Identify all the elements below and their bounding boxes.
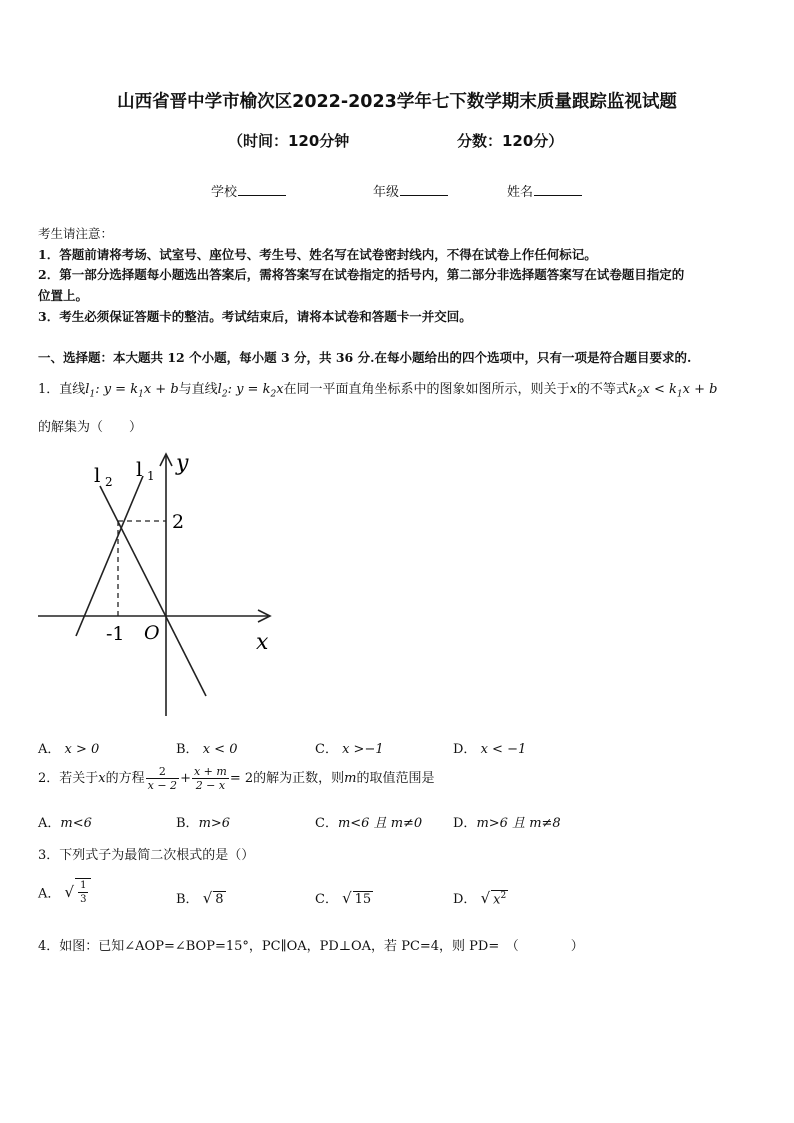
q2-text: 的解为正数，则 [253,771,345,786]
name-label: 姓名 [507,185,534,200]
radicand-exponent: 2 [500,890,507,901]
option-letter: D． [453,892,477,907]
q1-l2-eq2: x [276,382,284,397]
q2-x: x [98,771,106,786]
sqrt-icon: √ [202,889,213,907]
grade-blank [400,183,448,196]
radicand-base: x [493,892,501,907]
q1-x: x [569,382,577,397]
q2-text: 2．若关于 [38,771,99,786]
q1-sub: 2 [636,389,643,400]
label-minus-1: -1 [106,623,125,645]
option-radicand: 8 [215,892,224,907]
fraction-numerator: x + m [193,765,227,778]
note-item: 1．答题前请将考场、试室号、座位号、考生号、姓名写在试卷密封线内，不得在试卷上作任何标记。 [38,247,597,262]
label-l1: l [136,457,143,481]
note-item: 3．考生必须保证答题卡的整洁。考试结束后，请将本试卷和答题卡一并交回。 [38,309,472,324]
q1-text: 的不等式 [576,382,629,397]
q1-option-b[interactable] [176,738,237,757]
fraction-denominator: 3 [80,894,87,905]
question-1 [38,378,717,400]
q2-option-b[interactable] [176,812,230,831]
sqrt-icon: √ [64,883,75,901]
q1-text: 1．直线 [38,382,86,397]
option-letter: B． [176,742,199,757]
q2-eq: = 2 [229,771,254,786]
q1-l1-eq: : y = k [95,382,139,397]
label-x: x [256,630,269,655]
q1-option-c[interactable] [315,738,384,757]
q1-ineq: k [628,382,637,397]
label-l1-sub: 1 [147,469,155,483]
question-4: 4．如图：已知∠AOP=∠BOP=15°，PC∥OA，PD⊥OA，若 PC=4，则 PD= （ ） [38,939,584,954]
fraction-denominator: 2 − x [195,779,226,792]
q1-sub: 1 [138,389,144,400]
name-field [507,181,582,200]
notes-heading: 考生请注意： [38,226,114,241]
fraction-numerator: 2 [146,765,179,779]
q1-ineq: x + b [682,382,718,397]
option-value: x >−1 [342,742,384,757]
sqrt-icon: √ [342,889,352,907]
exam-score: 分数：120分） [457,132,564,150]
grade-label: 年级 [373,185,400,200]
q2-plus: + [180,771,191,786]
option-value: x < 0 [202,742,238,757]
option-letter: A． [38,816,61,831]
q1-text: 与直线 [178,382,218,397]
q1-option-d[interactable] [453,738,526,757]
option-letter: A． [38,742,61,757]
grade-field [373,181,448,200]
q1-l1: l [85,382,90,397]
label-2: 2 [172,511,185,533]
q1-ineq: x < k [642,382,677,397]
label-origin: O [144,622,160,644]
label-y: y [176,451,189,476]
label-l2: l [94,463,101,487]
line-l2 [100,486,206,696]
q2-text: 的方程 [105,771,145,786]
q2-fraction-1 [146,765,179,792]
q3-option-a[interactable] [38,878,91,906]
question-3: 3．下列式子为最简二次根式的是（） [38,848,255,863]
option-letter: C． [315,892,338,907]
q3-option-c[interactable] [315,888,373,907]
school-field [211,181,286,200]
q2-option-a[interactable] [38,812,92,831]
option-value: m<6 且 m≠0 [337,816,423,831]
option-radicand [75,878,91,906]
option-value: m<6 [60,816,92,831]
note-item: 2．第一部分选择题每小题选出答案后，需将答案写在试卷指定的括号内，第二部分非选择题答案写在试卷题目指定的 [38,267,685,282]
q1-sub: 1 [89,389,96,400]
option-radicand: 15 [354,892,372,907]
line-l1 [76,476,143,636]
q1-option-a[interactable] [38,738,99,757]
fraction-numerator: 1 [80,880,87,891]
q2-option-c[interactable] [315,812,422,831]
option-letter: A． [38,886,61,902]
q1-sub: 2 [221,389,228,400]
school-blank [238,183,286,196]
option-radicand [491,890,508,907]
sqrt-icon: √ [480,889,491,907]
option-value: x > 0 [64,742,100,757]
q1-graph [36,450,276,720]
name-blank [534,183,582,196]
q3-option-d[interactable] [453,888,508,907]
q3-option-b[interactable] [176,888,226,907]
option-letter: D． [453,816,477,831]
section-heading: 一、选择题：本大题共 12 个小题，每小题 3 分，共 36 分.在每小题给出的四个选项中，只有一项是符合题目要求的. [38,350,692,365]
note-item: 位置上。 [38,288,89,303]
school-label: 学校 [211,185,238,200]
page-title: 山西省晋中学市榆次区2022-2023学年七下数学期末质量跟踪监视试题 [117,92,677,112]
option-value: x < −1 [480,742,527,757]
exam-time: （时间：120分钟 [228,132,350,150]
question-2 [38,765,434,792]
q1-l2: l [217,382,222,397]
label-l2-sub: 2 [105,475,113,489]
option-letter: B． [176,892,199,907]
q1-line2: 的解集为（ ） [38,420,143,435]
q2-m: m [344,771,357,786]
fraction-denominator: x − 2 [147,779,178,792]
q1-l2-eq: : y = k [227,382,271,397]
option-letter: C． [315,742,338,757]
q1-l1-eq2: x + b [143,382,179,397]
q2-text: 的取值范围是 [356,771,435,786]
option-value: m>6 [198,816,231,831]
option-letter: B． [176,816,199,831]
option-letter: D． [453,742,477,757]
q1-sub: 1 [676,389,683,400]
option-letter: C． [315,816,338,831]
q1-text: 在同一平面直角坐标系中的图象如图所示，则关于 [283,382,570,397]
q2-option-d[interactable] [453,812,561,831]
q1-sub: 2 [270,389,277,400]
q2-fraction-2 [192,765,229,792]
option-value: m>6 且 m≠8 [476,816,561,831]
